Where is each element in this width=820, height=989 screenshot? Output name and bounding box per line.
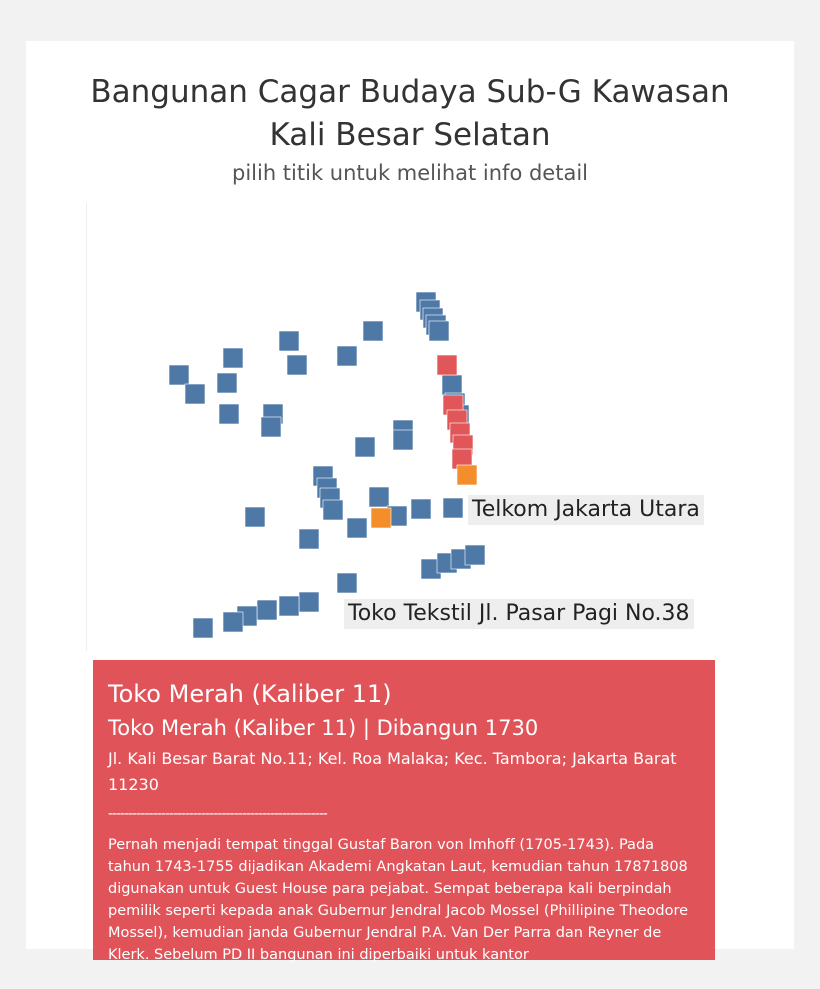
map-label-toko-tekstil: Toko Tekstil Jl. Pasar Pagi No.38 [344,599,694,629]
detail-panel [93,660,715,963]
map-marker-heritage-20[interactable] [393,430,413,450]
detail-address: Jl. Kali Besar Barat No.11; Kel. Roa Malaka; Kec. Tambora; Jakarta Barat 11230 [108,749,677,794]
map-marker-heritage-36[interactable] [465,545,485,565]
map-marker-heritage-12[interactable] [185,384,205,404]
title-line-1: Bangunan Cagar Budaya Sub-G Kawasan [90,74,730,110]
map-marker-selected-44[interactable] [437,355,457,375]
page-subtitle: pilih titik untuk melihat info detail [231,161,588,185]
map-marker-heritage-4[interactable] [429,321,449,341]
map-marker-heritage-21[interactable] [355,437,375,457]
map-marker-heritage-25[interactable] [323,500,343,520]
detail-title: Toko Merah (Kaliber 11) [108,680,392,708]
map-label-telkom: Telkom Jakarta Utara [468,495,704,525]
map-marker-heritage-30[interactable] [411,499,431,519]
map-marker-heritage-5[interactable] [363,321,383,341]
map-marker-heritage-7[interactable] [223,348,243,368]
map-marker-heritage-6[interactable] [279,331,299,351]
dashboard-card [26,41,794,963]
heritage-map[interactable] [86,203,715,651]
detail-description: Pernah menjadi tempat tinggal Gustaf Baron von Imhoff (1705-1743). Pada tahun 1743-1755 dijadikan Akademi Angkatan Laut, kemudian tahun 17871808 digunakan untuk Guest House para pejabat. Sempat beberapa kali berpindah pemilik seperti kepada anak Gubernur Jendral Jacob Mossel (Phillipine Theodore Mossel), kemudian janda Gubernur Jendral P.A. Van Der Parra dan Reyner de Klerk. Sebelum PD II bangunan ini diperbaiki untuk kantor [108,837,689,963]
map-marker-heritage-28[interactable] [347,518,367,538]
map-marker-heritage-40[interactable] [257,600,277,620]
map-marker-heritage-32[interactable] [299,529,319,549]
map-marker-heritage-13[interactable] [219,404,239,424]
map-marker-heritage-37[interactable] [337,573,357,593]
map-marker-heritage-26[interactable] [369,487,389,507]
map-marker-heritage-42[interactable] [223,612,243,632]
map-points-layer[interactable] [87,203,715,651]
map-marker-heritage-16[interactable] [442,375,462,395]
map-marker-heritage-9[interactable] [287,355,307,375]
map-marker-heritage-15[interactable] [261,417,281,437]
page-title [26,71,794,157]
detail-subtitle: Toko Merah (Kaliber 11) | Dibangun 1730 [108,716,539,740]
map-marker-heritage-39[interactable] [279,596,299,616]
title-line-2: Kali Besar Selatan [269,117,551,153]
map-marker-heritage-38[interactable] [299,592,319,612]
map-marker-highlighted-50[interactable] [457,465,477,485]
map-marker-heritage-10[interactable] [169,365,189,385]
map-marker-highlighted-51[interactable] [371,508,391,528]
map-marker-heritage-8[interactable] [337,346,357,366]
map-marker-heritage-11[interactable] [217,373,237,393]
map-marker-heritage-31[interactable] [443,498,463,518]
detail-divider: ------------------------------------------------------ [108,806,327,822]
map-marker-heritage-27[interactable] [245,507,265,527]
map-marker-heritage-43[interactable] [193,618,213,638]
